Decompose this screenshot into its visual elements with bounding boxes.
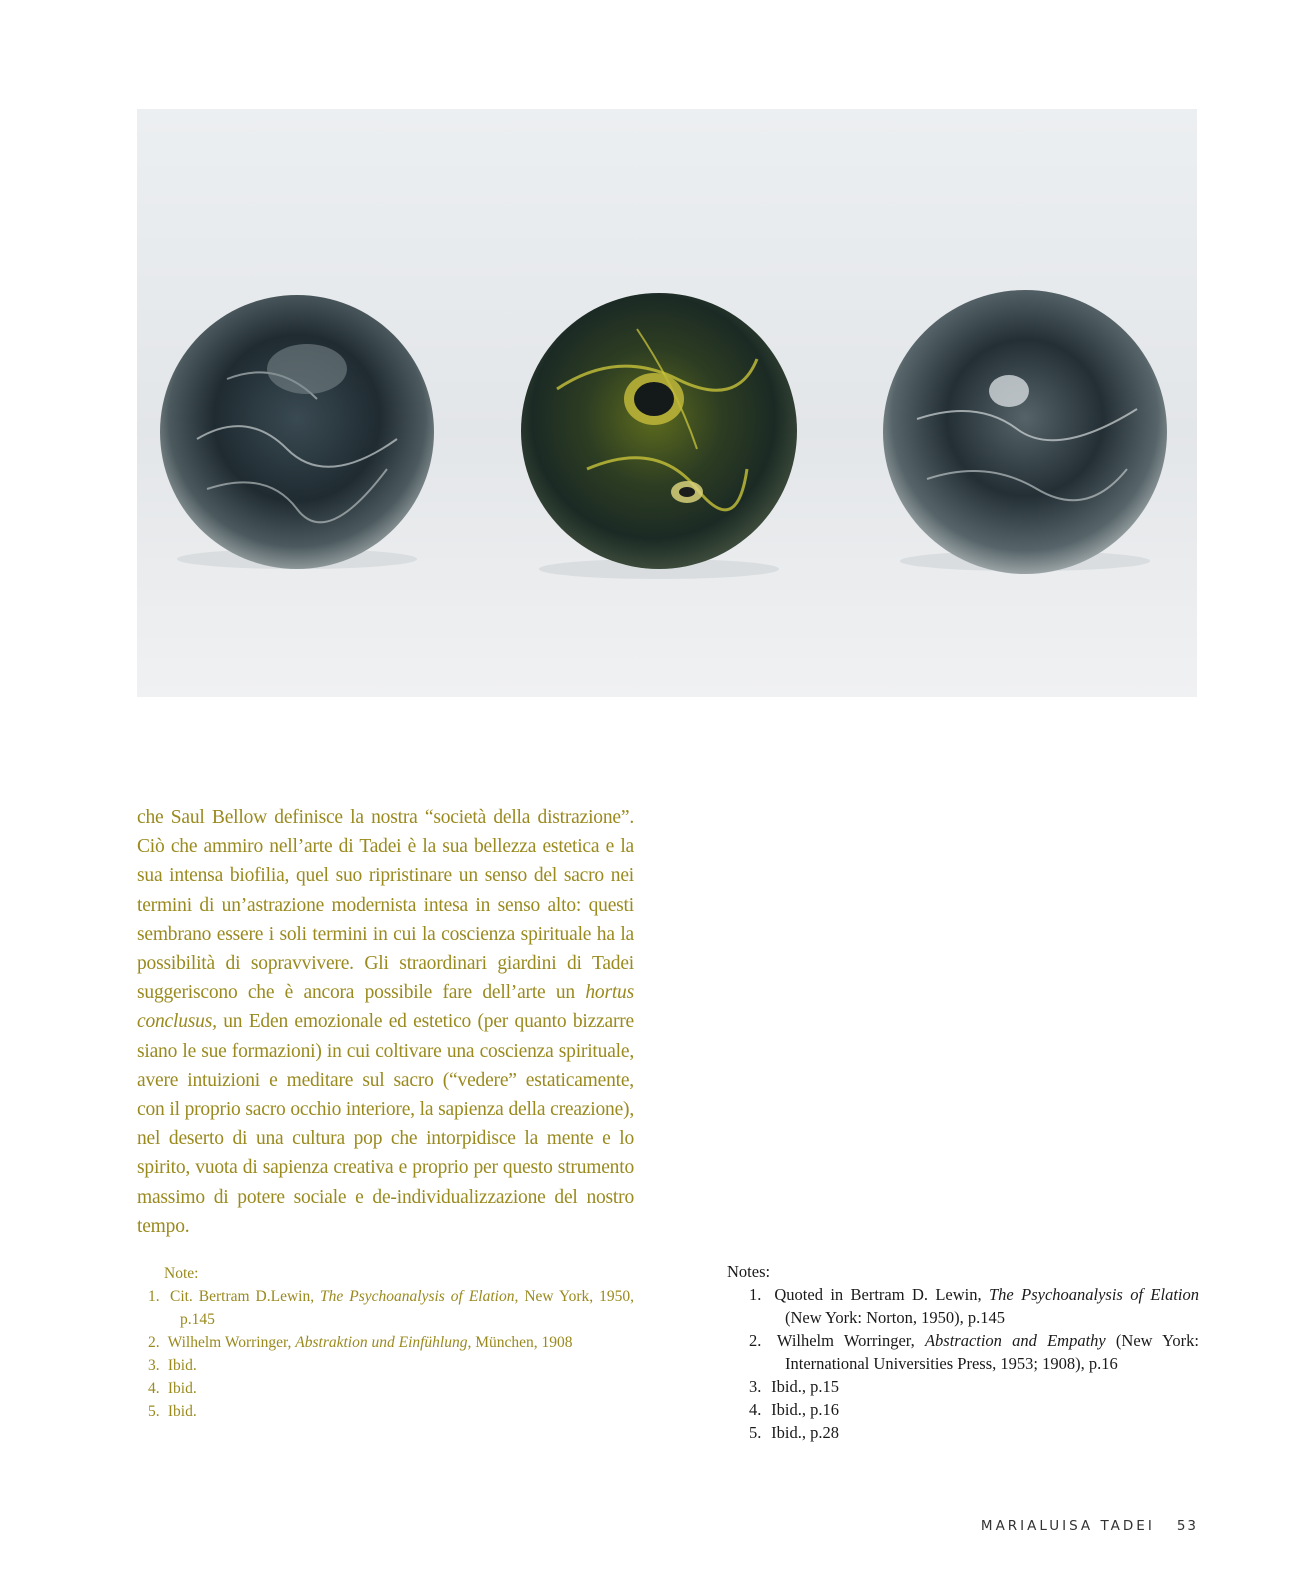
page-footer xyxy=(981,1518,1198,1534)
left-disc xyxy=(160,295,434,569)
notes-heading: Note: xyxy=(164,1265,199,1282)
note-item: 1. Quoted in Bertram D. Lewin, The Psychoanalysis of Elation (New York: Norton, 1950), p.145 xyxy=(749,1285,1199,1327)
note-item: 4. Ibid. xyxy=(148,1380,197,1397)
note-item: 5. Ibid. xyxy=(148,1403,197,1420)
artwork-photo xyxy=(137,109,1197,697)
note-item: 2. Wilhelm Worringer, Abstraction and Empathy (New York: International Universities Press, 1953; 1908), p.16 xyxy=(749,1331,1200,1373)
body-text-italian xyxy=(137,803,634,1241)
right-disc xyxy=(883,290,1167,574)
notes-heading: Notes: xyxy=(727,1262,771,1281)
notes-english xyxy=(727,1260,1199,1444)
body-paragraph: che Saul Bellow definisce la nostra “società della distrazione”. Ciò che ammiro nell’arte di Tadei è la sua bellezza estetica e la sua intensa biofilia, quel suo ripristinare un senso del sacro nei termini di un’astrazione modernista intesa in senso alto: questi sembrano essere i soli termini in cui la coscienza spirituale ha la possibilità di sopravvivere. Gli straordinari giardini di Tadei suggeriscono che è ancora possibile fare dell’arte un hortus conclusus, un Eden emozionale ed estetico (per quanto bizzarre siano le sue formazioni) in cui coltivare una coscienza spirituale, avere intuizioni e meditare sul sacro (“vedere” estaticamente, con il proprio sacro occhio interiore, la sapienza della creazione), nel deserto di una cultura pop che intorpidisce la mente e lo spirito, vuota di sapienza creativa e proprio per questo strumento massimo di potere sociale e de-individualizzazione del nostro tempo. xyxy=(137,807,634,1237)
notes-list xyxy=(148,1285,635,1423)
note-item: 3. Ibid. xyxy=(148,1357,197,1374)
note-item: 2. Wilhelm Worringer, Abstraktion und Einfühlung, München, 1908 xyxy=(148,1334,573,1351)
page-number: 53 xyxy=(1176,1518,1198,1534)
note-item: 5. Ibid., p.28 xyxy=(749,1423,839,1442)
notes-list xyxy=(749,1283,1200,1444)
middle-disc xyxy=(521,293,797,569)
author-name: MARIALUISA TADEI xyxy=(980,1518,1155,1534)
italic-phrase: hortus conclusus, xyxy=(137,982,634,1033)
note-item: 3. Ibid., p.15 xyxy=(749,1377,839,1396)
notes-italian xyxy=(148,1262,635,1423)
note-item: 4. Ibid., p.16 xyxy=(749,1400,839,1419)
three-eye-discs-image xyxy=(137,109,1197,697)
note-item: 1. Cit. Bertram D.Lewin, The Psychoanalysis of Elation, New York, 1950, p.145 xyxy=(148,1288,635,1328)
